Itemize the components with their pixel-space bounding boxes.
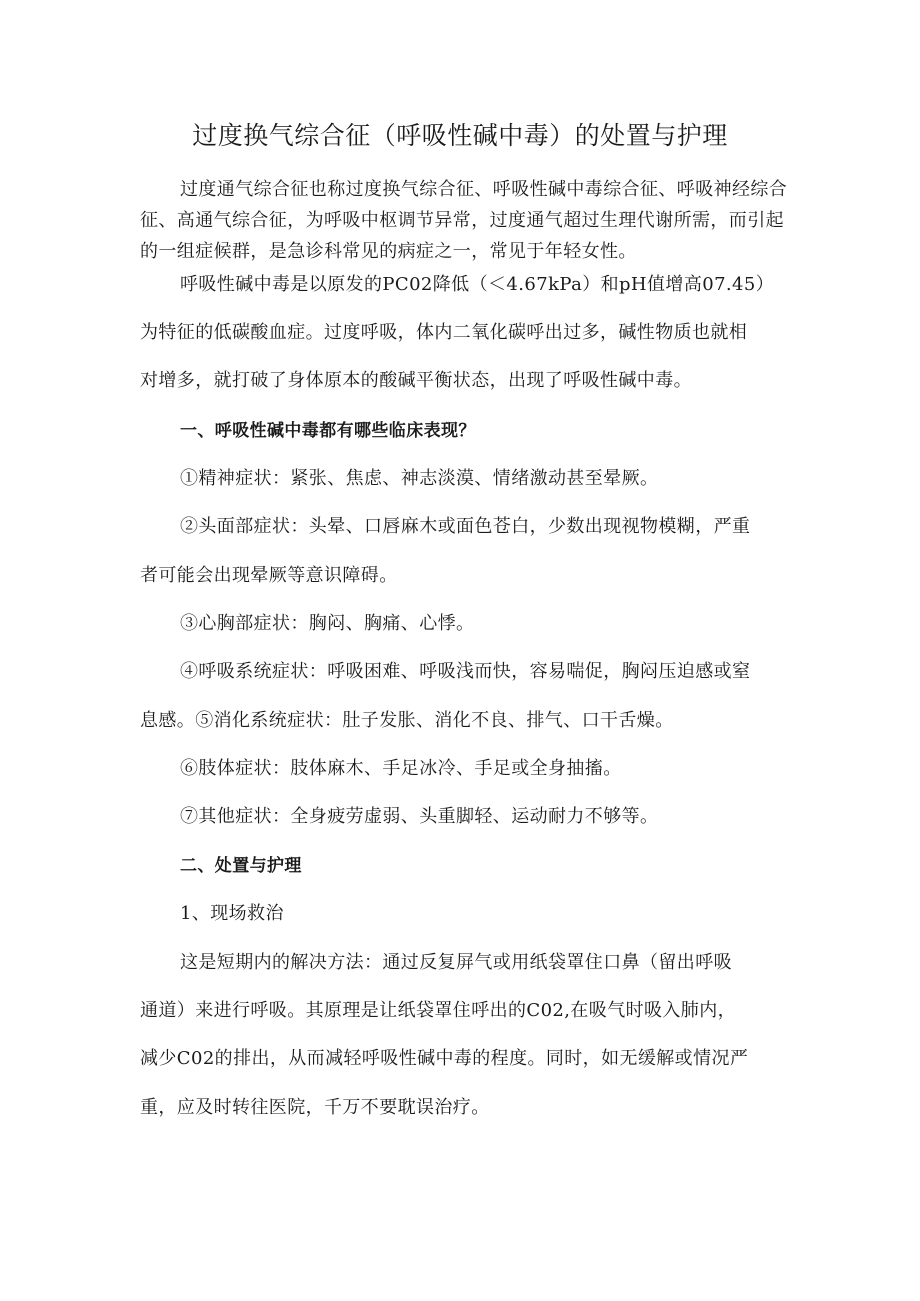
paragraph-line: 通道）来进行呼吸。其原理是让纸袋罩住呼出的C02,在吸气时吸入肺内， bbox=[140, 1000, 736, 1021]
section-heading-2: 二、处置与护理 bbox=[180, 856, 302, 876]
intro-paragraph: 过度通气综合征也称过度换气综合征、呼吸性碱中毒综合征、呼吸神经综合征、高通气综合征，为呼吸中枢调节异常，过度通气超过生理代谢所需，而引起的一组症候群，是急诊科常见的病症之一，常见于年轻女性。 bbox=[140, 179, 788, 262]
symptom-item: ⑦其他症状：全身疲劳虚弱、头重脚轻、运动耐力不够等。 bbox=[180, 806, 659, 827]
symptom-item-continued: 者可能会出现晕厥等意识障碍。 bbox=[140, 565, 398, 586]
symptom-item: ①精神症状：紧张、焦虑、神志淡漠、情绪激动甚至晕厥。 bbox=[180, 468, 659, 489]
symptom-item: ③心胸部症状：胸闷、胸痛、心悸。 bbox=[180, 613, 475, 634]
symptom-item: ⑥肢体症状：肢体麻木、手足冰冷、手足或全身抽搐。 bbox=[180, 758, 622, 779]
symptom-item: ④呼吸系统症状：呼吸困难、呼吸浅而快，容易喘促，胸闷压迫感或窒 bbox=[180, 661, 751, 682]
section-heading-1: 一、呼吸性碱中毒都有哪些临床表现？ bbox=[180, 421, 476, 441]
paragraph-line: 这是短期内的解决方法：通过反复屏气或用纸袋罩住口鼻（留出呼吸 bbox=[180, 952, 732, 973]
symptom-item-continued: 息感。⑤消化系统症状：肚子发胀、消化不良、排气、口干舌燥。 bbox=[140, 710, 674, 731]
paragraph-line: 重，应及时转往医院，千万不要耽误治疗。 bbox=[140, 1097, 490, 1118]
document-title: 过度换气综合征（呼吸性碱中毒）的处置与护理 bbox=[192, 121, 728, 150]
paragraph-line: 为特征的低碳酸血症。过度呼吸，体内二氧化碳呼出过多，碱性物质也就相 bbox=[140, 322, 748, 343]
paragraph-line: 减少C02的排出，从而减轻呼吸性碱中毒的程度。同时，如无缓解或情况严 bbox=[140, 1048, 749, 1069]
subsection-heading: 1、现场救治 bbox=[180, 903, 284, 924]
paragraph-line: 呼吸性碱中毒是以原发的PC02降低（＜4.67kPa）和pH值增高07.45） bbox=[180, 274, 775, 295]
paragraph-line: 对增多，就打破了身体原本的酸碱平衡状态，出现了呼吸性碱中毒。 bbox=[140, 370, 692, 391]
symptom-item: ②头面部症状：头晕、口唇麻木或面色苍白，少数出现视物模糊，严重 bbox=[180, 516, 751, 537]
